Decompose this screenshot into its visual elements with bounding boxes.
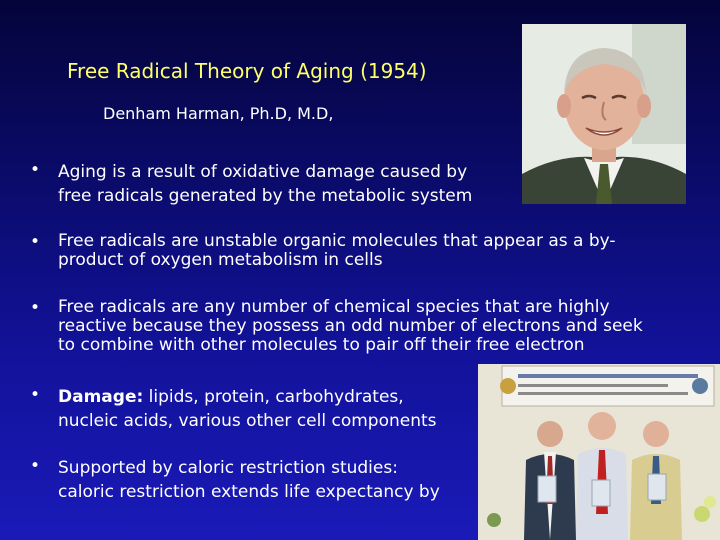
bullet-item bbox=[30, 232, 670, 270]
bullet-text-line: to combine with other molecules to pair off their free electron bbox=[58, 335, 585, 355]
bullet-text-line: free radicals generated by the metabolic system bbox=[58, 186, 473, 206]
slide-title: Free Radical Theory of Aging (1954) bbox=[67, 59, 427, 83]
bullet-item bbox=[30, 160, 472, 208]
bullet-text-line: Free radicals are any number of chemical species that are highly bbox=[58, 297, 610, 317]
portrait-illustration bbox=[522, 24, 686, 204]
bullet-text-line: lipids, protein, carbohydrates, bbox=[143, 387, 404, 407]
bullet-bold-prefix: Damage: bbox=[58, 387, 144, 407]
award-ceremony-photo bbox=[478, 364, 720, 540]
bullet-marker: • bbox=[30, 232, 41, 252]
bullet-text-line: product of oxygen metabolism in cells bbox=[58, 250, 383, 270]
bullet-text-line: Supported by caloric restriction studies: bbox=[58, 458, 398, 478]
bullet-text-line: caloric restriction extends life expectancy by bbox=[58, 482, 440, 502]
bullet-text-line: Aging is a result of oxidative damage caused by bbox=[58, 162, 468, 182]
bullet-item bbox=[30, 385, 437, 433]
portrait-photo bbox=[522, 24, 686, 204]
bullet-item bbox=[30, 456, 440, 504]
bullet-marker: • bbox=[30, 385, 41, 405]
bullet-marker: • bbox=[30, 456, 41, 476]
bullet-marker: • bbox=[30, 298, 41, 318]
bullet-item bbox=[30, 298, 643, 355]
award-illustration bbox=[478, 364, 720, 540]
bullet-text-line: reactive because they possess an odd number of electrons and seek bbox=[58, 316, 643, 336]
bullet-marker: • bbox=[30, 160, 41, 180]
bullet-text-line: nucleic acids, various other cell components bbox=[58, 411, 437, 431]
bullet-text-line: Free radicals are unstable organic molecules that appear as a by- bbox=[58, 231, 616, 251]
slide-subtitle: Denham Harman, Ph.D, M.D, bbox=[103, 104, 334, 123]
